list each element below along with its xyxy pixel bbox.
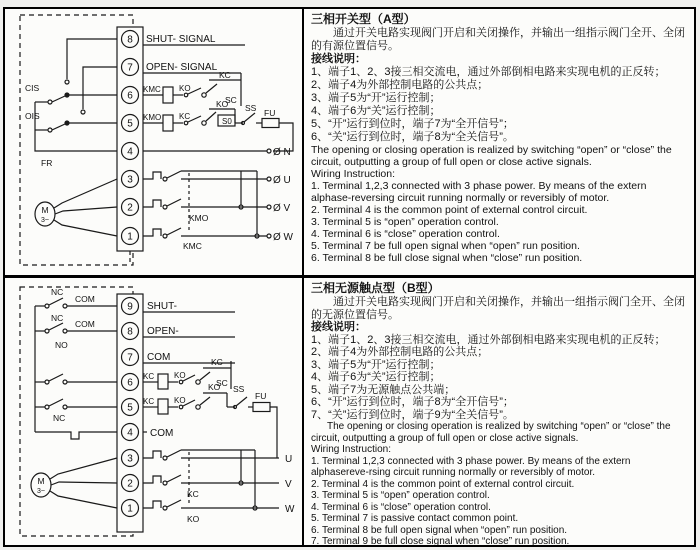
terminal-b-5: 5 — [127, 402, 133, 414]
panel-b — [3, 276, 696, 547]
terminal-a-3: 3 — [127, 174, 133, 186]
nc4-label: NC — [53, 413, 66, 423]
s0-limit-label: S0 — [222, 117, 232, 126]
kc-contact-label: KC — [179, 112, 191, 121]
terminal-b-4: 4 — [127, 427, 133, 439]
panel-b-text — [304, 278, 694, 545]
nc1-label: NC — [51, 287, 64, 297]
panel-a-cn-item: 3、端子5为“开”运行控制； — [311, 92, 441, 104]
ko-switch-label: KO — [216, 99, 229, 109]
sc-limit-label: SC — [225, 95, 237, 105]
terminal-b-2: 2 — [127, 478, 133, 490]
panel-a-en-item: 5. Terminal 7 be full open signal when “open” run position. — [311, 240, 580, 252]
panel-b-cn-item: 2、端子4为外部控制电路的公共点； — [311, 346, 489, 358]
phase-w-label: Ø W — [273, 232, 293, 243]
panel-a-text — [304, 9, 694, 275]
panel-b-en-item: 3. Terminal 5 is “open” operation control. — [311, 490, 490, 501]
panel-b-description-en: The opening or closing operation is realized by switching “open” or “close” the circuit, outputting a group of full open or close active signals. — [311, 421, 671, 444]
reversing-crossover — [181, 171, 259, 238]
panel-a-en-item: 1. Terminal 1,2,3 connected with 3 phase power. By means of the extern alphase-reversing circuit running normally or reversibly of motor. — [311, 180, 647, 204]
terminal-a-6: 6 — [127, 90, 133, 102]
panel-b-cn-item: 3、端子5为“开”运行控制； — [311, 358, 441, 371]
fr-label: FR — [41, 158, 53, 168]
ss-label: SS — [245, 103, 257, 113]
phase-v-contact-b — [143, 475, 279, 485]
phase-u-contact — [143, 171, 271, 181]
phase-u-label: Ø U — [273, 175, 291, 186]
panel-a — [3, 7, 696, 277]
panel-a-cn-item: 2、端子4为外部控制电路的公共点； — [311, 79, 489, 91]
panel-a-cn-item: 4、端子6为“关”运行控制； — [311, 105, 441, 117]
panel-b-en-item: 2. Terminal 4 is the common point of external control circuit. — [311, 478, 575, 490]
terminal-a-5: 5 — [127, 118, 133, 130]
panel-b-cn-item: 5、端子7为无源触点公共端； — [311, 383, 456, 396]
panel-b-diagram-area — [5, 278, 304, 545]
wiring-diagram-a — [5, 9, 300, 273]
phase-v-label: Ø V — [273, 203, 291, 214]
switch-nc-5 — [35, 399, 117, 409]
kmc-contactor-label: KMC — [183, 241, 202, 251]
shut-label-b: SHUT- — [147, 301, 177, 312]
terminal-b-6: 6 — [127, 377, 133, 389]
switch-6 — [35, 374, 117, 384]
terminal-a-1: 1 — [127, 231, 133, 243]
open-label-b: OPEN- — [147, 326, 179, 337]
ko-contact6-label: KO — [174, 371, 186, 380]
common-bus-a — [35, 102, 117, 151]
cis-label: CIS — [25, 83, 40, 93]
panel-b-cn-item: 1、端子1、2、3接三相交流电，通过外部倒相电路来实现电机的正反转； — [311, 333, 666, 346]
panel-b-en-item: 4. Terminal 6 is “close” operation control. — [311, 501, 491, 513]
terminal-a-4: 4 — [127, 146, 133, 158]
ko-contact5-label: KO — [174, 396, 186, 405]
terminal-b-7: 7 — [127, 352, 133, 364]
ko-switch5-label: KO — [208, 382, 221, 392]
ko-contactor-label-b: KO — [187, 514, 200, 524]
terminal-a-8: 8 — [127, 34, 133, 46]
motor-phase-label-b: 3~ — [37, 488, 45, 495]
ss-label-b: SS — [233, 384, 245, 394]
switch-ois — [35, 67, 117, 132]
panel-b-title: 三相无源触点型（B型） — [311, 281, 440, 295]
com7-label-b: COM — [147, 352, 171, 363]
panel-b-description-cn: 通过开关电路实现阀门开启和关闭操作，并输出一组指示阀门全开、全闭的无源位置信号。 — [311, 296, 685, 321]
panel-b-cn-item: 4、端子6为“关”运行控制； — [311, 371, 441, 383]
panel-a-wiring-title-cn: 接线说明： — [311, 53, 366, 65]
terminal-a-2: 2 — [127, 202, 133, 214]
kc-switch-label: KC — [219, 70, 231, 80]
motor-m-label-b: M — [37, 476, 45, 486]
panel-b-en-item: 1. Terminal 1,2,3 connected with 3 phase power. By means of the extern alphasereve-rsing circuit running normally or reversibly of motor. — [311, 455, 631, 478]
shut-signal-label: SHUT- SIGNAL — [146, 34, 216, 45]
phase-v-label-b: V — [285, 479, 292, 490]
phase-w-contact — [143, 228, 271, 238]
panel-a-title: 三相开关型（A型） — [311, 12, 416, 26]
ois-label: OIS — [25, 111, 40, 121]
sc-limit6-label: SC — [216, 378, 228, 388]
panel-b-cn-item: 7、“关”运行到位时，端子9为“全关信号”。 — [311, 408, 514, 421]
panel-b-wiring-title-en: Wiring Instruction: — [311, 444, 392, 455]
phase-w-contact-b — [143, 500, 279, 510]
kc-coil5-label: KC — [143, 397, 155, 406]
phase-w-label-b: W — [285, 504, 295, 515]
phase-n-label: Ø N — [273, 147, 291, 158]
reversing-crossover-b — [181, 450, 257, 510]
panel-a-en-item: 2. Terminal 4 is the common point of external control circuit. — [311, 204, 588, 216]
motor-m-label: M — [41, 205, 49, 215]
terminal-b-9: 9 — [127, 301, 133, 313]
kmo-coil-label: KMO — [143, 113, 162, 122]
panel-a-cn-item: 5、“开”运行到位时，端子7为“全开信号”； — [311, 118, 514, 130]
panel-b-cn-item: 6、“开”运行到位时，端子8为“全开信号”； — [311, 396, 514, 408]
ss-switch-symbol-b — [227, 397, 247, 409]
open-signal-label: OPEN- SIGNAL — [146, 62, 218, 73]
panel-a-diagram-area — [5, 9, 304, 275]
panel-a-en-item: 3. Terminal 5 is “open” operation control. — [311, 216, 499, 228]
panel-a-description-en: The opening or closing operation is realized by switching “open” or “close” the circuit, outputting a group of full open or close active signals. — [311, 144, 672, 168]
panel-b-en-item: 5. Terminal 7 is passive contact common point. — [311, 513, 519, 524]
kmc-coil-label: KMC — [143, 85, 161, 94]
panel-a-description-cn: 通过开关电路实现阀门开启和关闭操作，并输出一组指示阀门全开、全闭的有源位置信号。 — [311, 27, 685, 52]
phase-u-label-b: U — [285, 454, 293, 465]
kc-coil6-label: KC — [143, 372, 155, 381]
fu-label-b: FU — [255, 391, 267, 401]
panel-a-en-item: 6. Terminal 8 be full close signal when “close” run position. — [311, 252, 583, 264]
com1-label: COM — [75, 294, 95, 304]
panel-a-cn-item: 1、端子1、2、3接三相交流电，通过外部倒相电路来实现电机的正反转； — [311, 66, 666, 78]
motor-phase-label: 3~ — [41, 217, 49, 224]
com4-label-b: COM — [150, 428, 174, 439]
kc-contactor-label-b: KC — [187, 489, 199, 499]
fu-label: FU — [264, 108, 276, 118]
panel-a-en-item: 4. Terminal 6 is “close” operation control. — [311, 228, 500, 240]
panel-a-cn-item: 6、“关”运行到位时，端子8为“全关信号”。 — [311, 131, 514, 143]
com-jog-wire — [35, 432, 117, 439]
panel-b-en-item: 6. Terminal 8 be full open signal when “open” run position. — [311, 524, 568, 536]
switch-cis — [35, 39, 117, 104]
kmo-contactor-label: KMO — [189, 213, 209, 223]
com2-label: COM — [75, 319, 95, 329]
panel-a-wiring-title-en: Wiring Instruction: — [311, 168, 396, 180]
ko-contact-label: KO — [179, 84, 191, 93]
phase-v-contact — [143, 199, 271, 209]
kc-switch6-label: KC — [211, 357, 223, 367]
terminal-b-1: 1 — [127, 503, 133, 515]
ss-switch-symbol — [235, 113, 255, 125]
phase-u-contact-b — [143, 450, 279, 460]
terminal-b-8: 8 — [127, 326, 133, 338]
panel-b-wiring-title-cn: 接线说明： — [311, 321, 366, 333]
panel-b-en-item: 7. Terminal 9 be full close signal when “close” run position. — [311, 536, 570, 545]
no2-label: NO — [55, 340, 68, 350]
terminal-a-7: 7 — [127, 62, 133, 74]
wiring-diagram-b — [5, 278, 300, 544]
nc2-label: NC — [51, 313, 64, 323]
terminal-b-3: 3 — [127, 453, 133, 465]
